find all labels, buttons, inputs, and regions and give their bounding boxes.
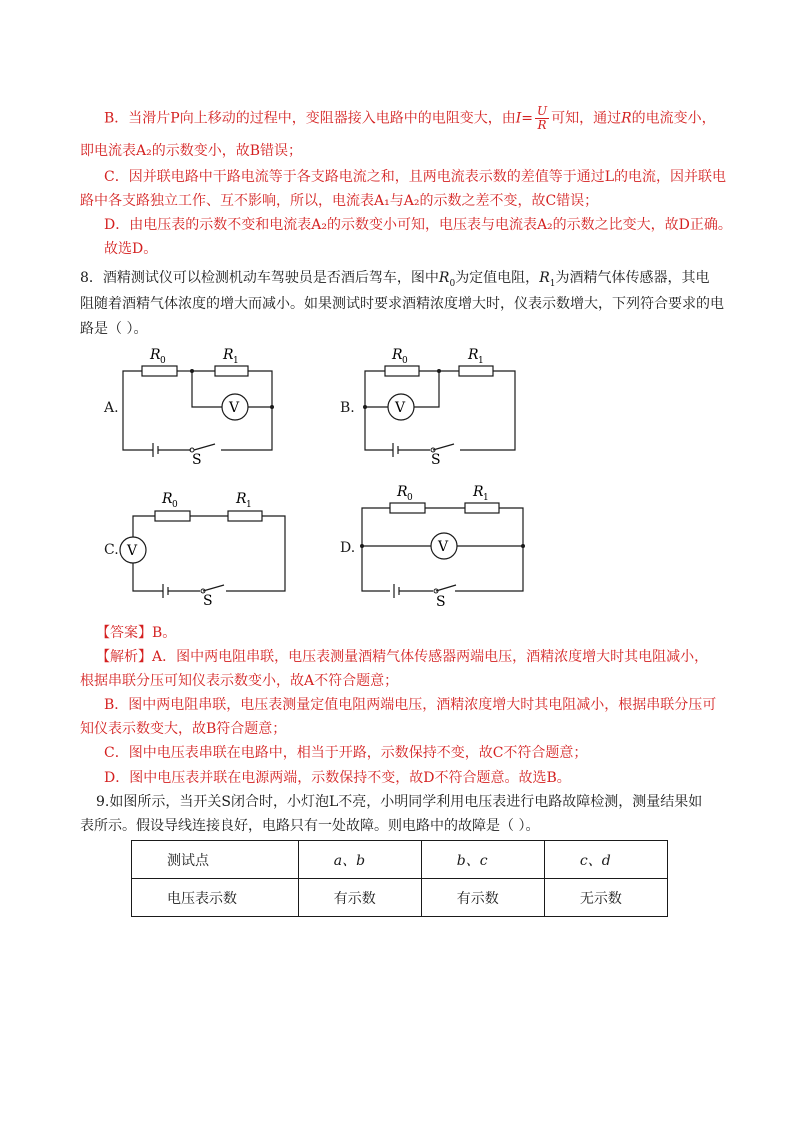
analysis-b2-line2: 知仪表示数变大，故B符合题意； bbox=[80, 721, 287, 737]
circuit-a-voltmeter: V bbox=[229, 400, 240, 416]
circuit-b-voltmeter: V bbox=[395, 400, 406, 416]
circuit-d-voltmeter: V bbox=[438, 539, 449, 555]
analysis-b-end: 的电流变小， bbox=[631, 110, 716, 127]
analysis-b2-line1: B．图中两电阻串联，电压表测量定值电阻两端电压，酒精浓度增大时其电阻减小，根据串联分压可 bbox=[104, 697, 717, 713]
table-cell: 无示数 bbox=[544, 879, 667, 917]
q8-line2: 阻随着酒精气体浓度的增大而减小。如果测试时要求酒精浓度增大时，仪表示数增大，下列符合要求的电 bbox=[80, 296, 724, 312]
circuit-d-r0-sub: 0 bbox=[407, 493, 413, 503]
circuit-b-r1-sub: 1 bbox=[478, 356, 484, 366]
analysis-c-line1: C．因并联电路中干路电流等于各支路电流之和，且两电流表示数的差值等于通过L的电流，因并联电 bbox=[104, 169, 727, 185]
analysis-b-text: B．当滑片P向上移动的过程中，变阻器接入电路中的电阻变大，由 bbox=[104, 110, 516, 127]
analysis-d-line2: 故选D。 bbox=[104, 241, 158, 257]
q8-r1-sub: 1 bbox=[549, 278, 556, 289]
q8-text-b: 为定值电阻， bbox=[455, 270, 540, 286]
analysis-a-line1 bbox=[96, 646, 708, 668]
table-header-cell: b、c bbox=[421, 841, 544, 879]
circuit-c-r1-sub: 1 bbox=[246, 500, 252, 510]
formula-eq: = bbox=[521, 110, 533, 127]
circuit-d bbox=[352, 478, 532, 613]
table-header-row bbox=[132, 841, 668, 879]
table-row bbox=[132, 879, 668, 917]
q8-text-a: 8．酒精测试仪可以检测机动车驾驶员是否酒后驾车，图中 bbox=[80, 270, 439, 286]
circuit-a-r0: R bbox=[150, 347, 161, 363]
circuit-c-switch: S bbox=[203, 593, 213, 609]
circuit-c-r0-sub: 0 bbox=[172, 500, 178, 510]
analysis-b-r: R bbox=[621, 110, 632, 127]
table-cell: 有示数 bbox=[298, 879, 421, 917]
circuit-c-r1: R bbox=[236, 491, 247, 507]
q8-line1 bbox=[80, 267, 709, 295]
circuit-c-r0: R bbox=[162, 491, 173, 507]
analysis-a-text: A．图中两电阻串联，电压表测量酒精气体传感器两端电压，酒精浓度增大时其电阻减小， bbox=[152, 649, 709, 665]
circuit-b-r0-sub: 0 bbox=[402, 356, 408, 366]
q8-line3: 路是（ ）。 bbox=[80, 321, 148, 337]
table-header-cell: 测试点 bbox=[132, 841, 299, 879]
formula-numerator: U bbox=[536, 104, 548, 118]
analysis-tag: 【解析】 bbox=[96, 649, 152, 665]
analysis-d-line1: D．由电压表的示数不变和电流表A₂的示数变小可知，电压表与电流表A₂的示数之比变大，故D正确。 bbox=[104, 217, 732, 233]
analysis-d2-line: D．图中电压表并联在电源两端，示数保持不变，故D不符合题意。故选B。 bbox=[104, 770, 571, 786]
circuit-c bbox=[115, 480, 295, 610]
q8-r1: R bbox=[539, 270, 550, 286]
circuit-d-r1-sub: 1 bbox=[483, 493, 489, 503]
option-c-label: C. bbox=[104, 542, 119, 558]
circuit-a-r1-sub: 1 bbox=[233, 356, 239, 366]
circuit-d-r0: R bbox=[397, 484, 408, 500]
circuit-b-r0: R bbox=[392, 347, 403, 363]
circuit-d-r1: R bbox=[473, 484, 484, 500]
q8-text-c: 为酒精气体传感器，其电 bbox=[555, 270, 710, 286]
circuit-d-switch: S bbox=[436, 594, 446, 610]
answer-tag: 【答案】 bbox=[96, 625, 152, 641]
analysis-b-line2: 即电流表A₂的示数变小，故B错误； bbox=[80, 143, 303, 159]
q8-r0: R bbox=[438, 270, 450, 286]
q9-table bbox=[131, 840, 668, 917]
circuit-a bbox=[95, 340, 285, 470]
q9-line2: 表所示。假设导线连接良好，电路只有一处故障。则电路中的故障是（ ）。 bbox=[80, 818, 540, 834]
analysis-b-line1 bbox=[104, 105, 716, 132]
option-b-label: B. bbox=[340, 400, 355, 416]
circuit-a-r0-sub: 0 bbox=[160, 356, 166, 366]
circuit-b-r1: R bbox=[468, 347, 479, 363]
table-header-cell: c、d bbox=[544, 841, 667, 879]
analysis-b-text-post: 可知，通过 bbox=[551, 110, 622, 127]
table-cell: 电压表示数 bbox=[132, 879, 299, 917]
answer-value: B。 bbox=[152, 625, 177, 641]
circuit-a-r1: R bbox=[223, 347, 234, 363]
table-cell: 有示数 bbox=[421, 879, 544, 917]
circuit-b bbox=[355, 340, 525, 470]
circuit-a-switch: S bbox=[192, 452, 202, 468]
formula-fraction bbox=[535, 105, 549, 132]
q9-line1: 9.如图所示，当开关S闭合时，小灯泡L不亮，小明同学利用电压表进行电路故障检测，测量结果如 bbox=[96, 794, 703, 810]
option-a-label: A. bbox=[104, 400, 119, 416]
answer-line bbox=[96, 622, 176, 644]
option-d-label: D. bbox=[340, 540, 356, 556]
formula-denominator: R bbox=[537, 118, 547, 132]
formula-i: I bbox=[515, 110, 522, 127]
analysis-a-line2: 根据串联分压可知仪表示数变小，故A不符合题意； bbox=[80, 673, 399, 689]
analysis-c-line2: 路中各支路独立工作、互不影响，所以，电流表A₁与A₂的示数之差不变，故C错误； bbox=[80, 193, 599, 209]
q8-r0-sub: 0 bbox=[449, 278, 456, 289]
circuit-b-switch: S bbox=[431, 452, 441, 468]
table-header-cell: a、b bbox=[298, 841, 421, 879]
circuit-c-voltmeter: V bbox=[127, 543, 138, 559]
analysis-c2-line: C．图中电压表串联在电路中，相当于开路，示数保持不变，故C不符合题意； bbox=[104, 745, 588, 761]
